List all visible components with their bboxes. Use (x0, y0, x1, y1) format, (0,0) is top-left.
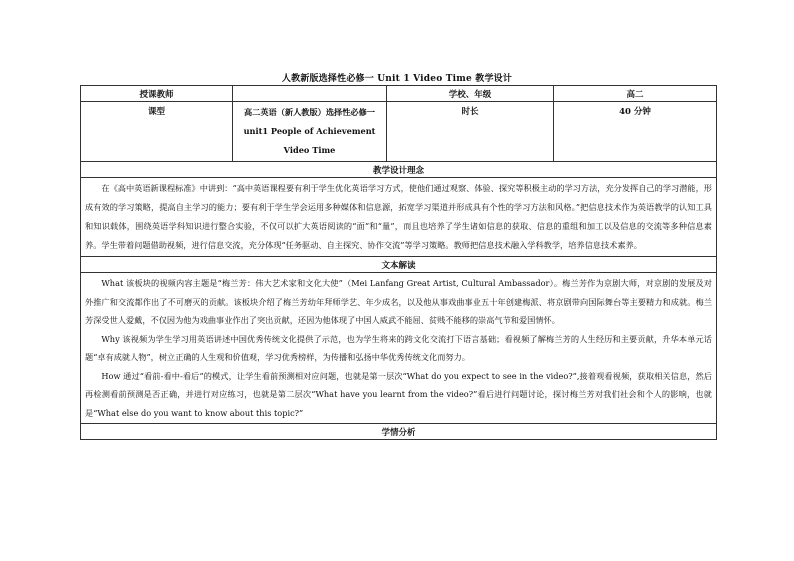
table-row (81, 102, 717, 162)
concept-body (81, 178, 717, 257)
what-paragraph: What 该板块的视频内容主题是“梅兰芳：伟大艺术家和文化大使”（Mei Lanfang Great Artist, Cultural Ambassador）。梅兰芳作为京剧大师，对京剧的发展及对外推广和交流都作出了不可磨灭的贡献。该板块介绍了梅兰芳幼年拜师学艺、年少成名，以及他从事戏曲事业五十年创建梅派、将京剧带向国际舞台等主要精力和成就。梅兰芳深受世人爱戴，不仅因为他为戏曲事业作出了突出贡献，还因为他体现了中国人威武不能屈、贫贱不能移的崇高气节和爱国情怀。 (85, 278, 712, 325)
lesson-type-label: 课型 (81, 102, 233, 162)
table-row (81, 162, 717, 178)
school-grade-value: 高二 (554, 86, 717, 102)
how-paragraph: How 通过“看前-看中-看后”的模式，让学生看前预测相对应问题，也就是第一层次“What do you expect to see in the video?”,接着观看视频，获取相关信息，然后再检测看前预测是否正确，并进行对应练习，也就是第二层次“What have you learnt from the video?”看后进行问题讨论，探讨梅兰芳对我们社会和个人的影响，也就是“What else do you want to know about this topic?” (85, 370, 712, 418)
document-title: 人教新版选择性必修一 Unit 1 Video Time 教学设计 (281, 74, 513, 84)
table-row (81, 273, 717, 424)
table-row (81, 257, 717, 273)
teacher-label: 授课教师 (81, 86, 233, 102)
table-row (81, 178, 717, 257)
school-grade-label: 学校、年级 (387, 86, 554, 102)
lesson-plan-table (80, 85, 717, 440)
learner-analysis-heading: 学情分析 (81, 424, 717, 440)
table-row (81, 424, 717, 440)
duration-value: 40 分钟 (554, 102, 717, 162)
text-analysis-heading: 文本解读 (81, 257, 717, 273)
teacher-value (233, 86, 387, 102)
concept-paragraph: 在《高中英语新课程标准》中讲到：“高中英语课程要有利于学生优化英语学习方式，使他们通过观察、体验、探究等积极主动的学习方法，充分发挥自己的学习潜能，形成有效的学习策略，提高自主学习的能力；要有利于学生学会运用多种媒体和信息源，拓宽学习渠道并形成具有个性的学习方法和风格。”把信息技术作为英语教学的认知工具和知识载体，围绕英语学科知识进行整合实验，不仅可以扩大英语阅读的“面”和“量”，而且也培养了学生诸如信息的获取、信息的重组和加工以及信息的交流等多种信息素养。学生带着问题借助视频，进行信息交流，充分体现“任务驱动、自主探究、协作交流”等学习策略。教师把信息技术融入学科教学，培养信息技术素养。 (85, 183, 712, 250)
table-row (81, 86, 717, 102)
lesson-type-value: 高二英语（新人教版）选择性必修一 unit1 People of Achievement Video Time (233, 102, 387, 162)
why-paragraph: Why 该视频为学生学习用英语讲述中国优秀传统文化提供了示范，也为学生将来的跨文化交流打下语言基础；看视频了解梅兰芳的人生经历和主要贡献，升华本单元话题“卓有成就人物”，树立正确的人生观和价值观，学习优秀榜样，为传播和弘扬中华优秀传统文化而努力。 (85, 333, 712, 362)
duration-label: 时长 (387, 102, 554, 162)
concept-heading: 教学设计理念 (81, 162, 717, 178)
text-analysis-body (81, 273, 717, 424)
